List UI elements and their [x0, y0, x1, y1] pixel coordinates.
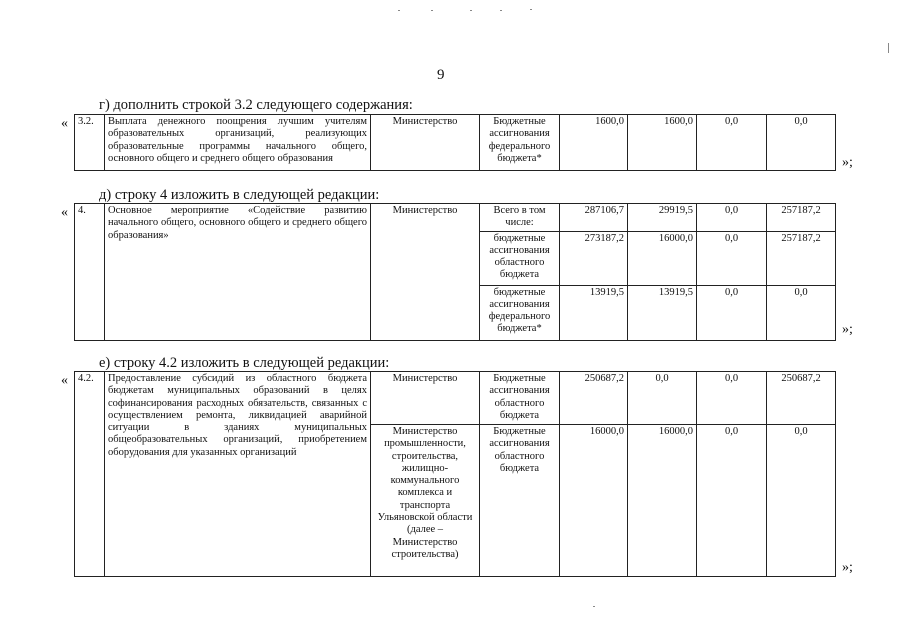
section-heading-g: г) дополнить строкой 3.2 следующего содержания:: [99, 97, 413, 113]
value-year-3: 250687,2: [767, 372, 836, 425]
measure-text: Выплата денежного поощрения лучшим учителям образовательных организаций, реализующих образовательные программы начального общего, основного общего и среднего общего образования: [105, 115, 371, 171]
funding-source: Бюджетные ассигнования областного бюджета: [480, 372, 560, 425]
value-year-1: 16000,0: [628, 231, 697, 285]
executor: Министерство промышленности, строительства, жилищно-коммунального комплекса и транспорта Ульяновской области (далее – Министерство строительства): [371, 425, 480, 577]
funding-source: бюджетные ассигнования федерального бюджета*: [480, 285, 560, 340]
table-row-4-2: [74, 371, 836, 577]
row-number: 3.2.: [75, 115, 105, 171]
funding-source: Бюджетные ассигнования областного бюджета: [480, 425, 560, 577]
value-year-3: 257187,2: [767, 231, 836, 285]
measure-text: Предоставление субсидий из областного бюджета бюджетам муниципальных образований в целях софинансирования расходных обязательств, связанных с осуществлением ремонта, ликвидацией аварийной ситуации в зданиях муниципальных общеобразовательных организаций, приобретением оборудования для указанных организаций: [105, 372, 371, 577]
section-heading-e: е) строку 4.2 изложить в следующей редакции:: [99, 355, 390, 371]
value-year-3: 0,0: [767, 285, 836, 340]
value-total: 1600,0: [560, 115, 628, 171]
close-quote: »;: [842, 322, 853, 337]
row-number: 4.: [75, 204, 105, 341]
value-total: 287106,7: [560, 204, 628, 232]
value-year-2: 0,0: [697, 115, 767, 171]
section-heading-d: д) строку 4 изложить в следующей редакции:: [99, 187, 380, 203]
value-year-2: 0,0: [697, 425, 767, 577]
page-number: 9: [437, 67, 445, 83]
value-year-1: 29919,5: [628, 204, 697, 232]
value-year-3: 0,0: [767, 425, 836, 577]
close-quote: »;: [842, 560, 853, 575]
table-row-3-2: [74, 114, 836, 171]
value-total: 13919,5: [560, 285, 628, 340]
funding-source: бюджетные ассигнования областного бюджета: [480, 231, 560, 285]
value-year-2: 0,0: [697, 372, 767, 425]
table-row-4: [74, 203, 836, 341]
open-quote: «: [61, 116, 68, 131]
executor: Министерство: [371, 372, 480, 425]
value-year-3: 0,0: [767, 115, 836, 171]
value-total: 16000,0: [560, 425, 628, 577]
value-year-3: 257187,2: [767, 204, 836, 232]
value-year-1: 1600,0: [628, 115, 697, 171]
open-quote: «: [61, 373, 68, 388]
close-quote: »;: [842, 155, 853, 170]
value-year-2: 0,0: [697, 231, 767, 285]
executor: Министерство: [371, 115, 480, 171]
value-year-1: 0,0: [628, 372, 697, 425]
funding-source: Всего в том числе:: [480, 204, 560, 232]
funding-source: Бюджетные ассигнования федерального бюджета*: [480, 115, 560, 171]
executor: Министерство: [371, 204, 480, 341]
value-total: 273187,2: [560, 231, 628, 285]
measure-text: Основное мероприятие «Содействие развитию начального общего, основного общего и среднего общего образования»: [105, 204, 371, 341]
row-number: 4.2.: [75, 372, 105, 577]
value-year-2: 0,0: [697, 285, 767, 340]
open-quote: «: [61, 205, 68, 220]
value-year-1: 16000,0: [628, 425, 697, 577]
value-year-2: 0,0: [697, 204, 767, 232]
value-year-1: 13919,5: [628, 285, 697, 340]
value-total: 250687,2: [560, 372, 628, 425]
